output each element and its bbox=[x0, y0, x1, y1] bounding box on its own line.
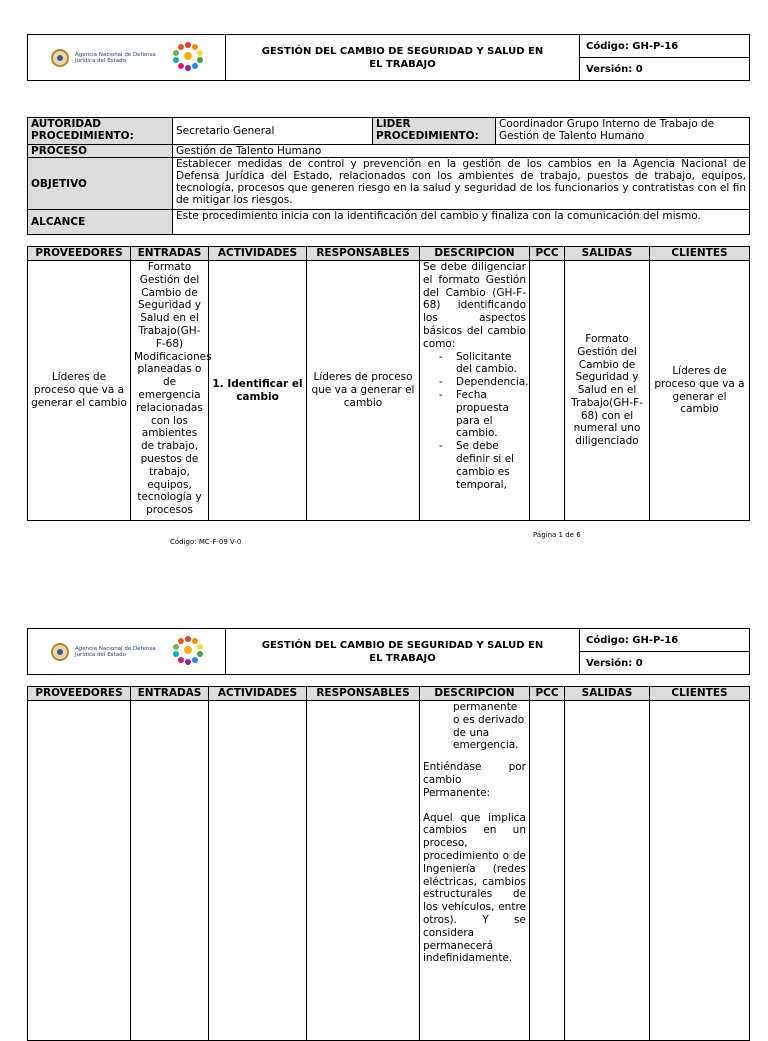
col-actividades: ACTIVIDADES bbox=[209, 247, 307, 261]
cell-pcc bbox=[530, 701, 565, 1041]
agency-name: Agencia Nacional de Defensa Jurídica del Estado bbox=[75, 645, 156, 658]
lider-value: Coordinador Grupo Interno de Trabajo de Gestión de Talento Humano bbox=[496, 118, 750, 145]
list-item: - Fecha propuesta para el cambio. bbox=[456, 389, 526, 440]
document-version: Versión: 0 bbox=[580, 58, 750, 81]
document-code: Código: GH-P-16 bbox=[580, 629, 750, 652]
footer-code: Código: MC-F-09 V-0 bbox=[170, 538, 242, 546]
table-row bbox=[28, 261, 750, 521]
agency-name: Agencia Nacional de Defensa Jurídica del Estado bbox=[75, 51, 156, 64]
autoridad-label: AUTORIDAD PROCEDIMIENTO: bbox=[28, 118, 173, 145]
document-title: GESTIÓN DEL CAMBIO DE SEGURIDAD Y SALUD EN EL TRABAJO bbox=[226, 629, 580, 675]
document-version: Versión: 0 bbox=[580, 652, 750, 675]
cell-salidas bbox=[565, 701, 650, 1041]
coat-of-arms-icon bbox=[51, 643, 69, 661]
col-responsables: RESPONSABLES bbox=[307, 247, 420, 261]
header-logo-cell bbox=[28, 629, 226, 675]
document-code: Código: GH-P-16 bbox=[580, 35, 750, 58]
descripcion-continuation: permanente o es derivado de una emergencia. bbox=[453, 701, 525, 752]
col-proveedores: PROVEEDORES bbox=[28, 247, 131, 261]
cell-actividad: 1. Identificar el cambio bbox=[209, 261, 307, 521]
descripcion-paragraph: Aquel que implica cambios en un proceso, procedimiento o de Ingeniería (redes eléctricas, cambios estructurales de los vehículos, entre otros). Y se considera permanecerá indefinidamente. bbox=[423, 811, 526, 965]
col-descripcion: DESCRIPCIÓN bbox=[420, 247, 530, 261]
descripcion-intro: Se debe diligenciar el formato Gestión del Cambio (GH-F-68) identificando los aspectos básicos del cambio como: bbox=[423, 261, 526, 350]
col-clientes: CLIENTES bbox=[650, 247, 750, 261]
col-pcc: PCC bbox=[530, 687, 565, 701]
lider-label: LIDER PROCEDIMIENTO: bbox=[373, 118, 496, 145]
cell-proveedores bbox=[28, 701, 131, 1041]
col-salidas: SALIDAS bbox=[565, 687, 650, 701]
col-descripcion: DESCRIPCIÓN bbox=[420, 687, 530, 701]
objetivo-label: OBJETIVO bbox=[28, 158, 173, 210]
descripcion-paragraph: Entiéndase por cambio Permanente: bbox=[423, 761, 526, 799]
cell-pcc bbox=[530, 261, 565, 521]
document-title: GESTIÓN DEL CAMBIO DE SEGURIDAD Y SALUD EN EL TRABAJO bbox=[226, 35, 580, 81]
descripcion-list bbox=[423, 350, 529, 492]
cell-responsables: Líderes de proceso que va a generar el cambio bbox=[307, 261, 420, 521]
cell-salidas: Formato Gestión del Cambio de Seguridad y Salud en el Trabajo(GH-F-68) con el numeral uno diligenciado bbox=[565, 261, 650, 521]
colorful-dots-logo-icon bbox=[171, 635, 205, 665]
process-table-continued bbox=[27, 686, 750, 1041]
list-item: - Se debe definir si el cambio es temporal, bbox=[456, 440, 526, 491]
list-item: - Dependencia. bbox=[456, 376, 526, 389]
objetivo-value: Establecer medidas de control y prevención en la gestión de los cambios en la Agencia Nacional de Defensa Jurídica del Estado, relacionados con los ambientes de trabajo, puestos de trabajo, equipos, tecnología, procesos que generen riesgo en la salud y seguridad de los funcionarios y contratistas con el fin de mitigar los riesgos. bbox=[173, 158, 750, 210]
cell-entradas: Formato Gestión del Cambio de Seguridad y Salud en el Trabajo(GH-F-68) Modificaciones planeadas o de emergencia relacionadas con los ambientes de trabajo, puestos de trabajo, equipos, tecnología y procesos bbox=[131, 261, 209, 521]
cell-clientes bbox=[650, 701, 750, 1041]
col-entradas: ENTRADAS bbox=[131, 247, 209, 261]
table-row bbox=[28, 701, 750, 1041]
col-clientes: CLIENTES bbox=[650, 687, 750, 701]
footer-page: Página 1 de 6 bbox=[533, 531, 581, 539]
cell-actividad bbox=[209, 701, 307, 1041]
autoridad-value: Secretario General bbox=[173, 118, 373, 145]
document-header bbox=[27, 34, 750, 81]
cell-proveedores: Líderes de proceso que va a generar el cambio bbox=[28, 261, 131, 521]
proceso-label: PROCESO bbox=[28, 145, 173, 158]
list-item: - Solicitante del cambio. bbox=[456, 351, 526, 377]
procedure-info-table bbox=[27, 117, 750, 235]
proceso-value: Gestión de Talento Humano bbox=[173, 145, 750, 158]
colorful-dots-logo-icon bbox=[171, 41, 205, 71]
col-salidas: SALIDAS bbox=[565, 247, 650, 261]
cell-descripcion bbox=[420, 261, 530, 521]
col-pcc: PCC bbox=[530, 247, 565, 261]
header-logo-cell bbox=[28, 35, 226, 81]
cell-entradas bbox=[131, 701, 209, 1041]
cell-clientes: Líderes de proceso que va a generar el cambio bbox=[650, 261, 750, 521]
coat-of-arms-icon bbox=[51, 49, 69, 67]
process-table bbox=[27, 246, 750, 521]
alcance-value: Este procedimiento inicia con la identificación del cambio y finaliza con la comunicación del mismo. bbox=[173, 210, 750, 235]
col-responsables: RESPONSABLES bbox=[307, 687, 420, 701]
alcance-label: ALCANCE bbox=[28, 210, 173, 235]
cell-responsables bbox=[307, 701, 420, 1041]
document-header bbox=[27, 628, 750, 675]
col-proveedores: PROVEEDORES bbox=[28, 687, 131, 701]
col-actividades: ACTIVIDADES bbox=[209, 687, 307, 701]
cell-descripcion bbox=[420, 701, 530, 1041]
col-entradas: ENTRADAS bbox=[131, 687, 209, 701]
